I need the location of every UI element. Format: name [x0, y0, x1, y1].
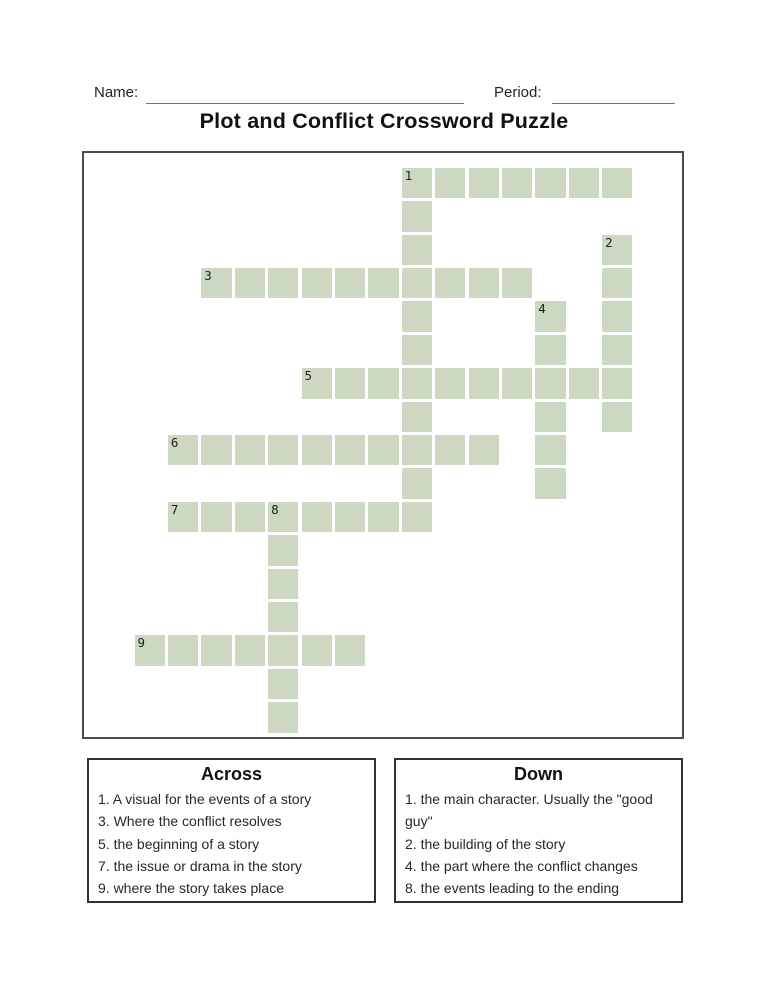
grid-cell[interactable] — [535, 335, 565, 365]
grid-cell[interactable] — [268, 569, 298, 599]
grid-cell[interactable] — [335, 435, 365, 465]
cell-number: 5 — [304, 368, 313, 384]
cell-number: 3 — [204, 268, 212, 283]
grid-cell[interactable] — [201, 502, 231, 532]
grid-cell[interactable] — [201, 435, 231, 465]
grid-cell[interactable] — [268, 669, 298, 699]
grid-cell[interactable] — [268, 268, 298, 298]
grid-cell[interactable] — [268, 435, 298, 465]
grid-cell[interactable] — [201, 268, 231, 298]
grid-cell[interactable] — [435, 368, 465, 398]
grid-cell[interactable] — [402, 235, 432, 265]
cell-number: 7 — [170, 501, 179, 517]
grid-cell[interactable] — [602, 368, 632, 398]
grid-cell[interactable] — [502, 168, 532, 198]
cell-number: 4 — [538, 301, 546, 317]
clue-item: 1. the main character. Usually the "good guy" — [405, 791, 653, 830]
grid-cell[interactable] — [302, 635, 332, 665]
grid-cell[interactable] — [368, 268, 398, 298]
clue-item: 8. the events leading to the ending — [405, 880, 620, 897]
grid-cell[interactable] — [602, 235, 632, 265]
grid-cell[interactable] — [402, 201, 432, 231]
page-title: Plot and Conflict Crossword Puzzle — [199, 109, 569, 133]
cell-number: 1 — [404, 167, 413, 183]
grid-cell[interactable] — [201, 635, 231, 665]
grid-cell[interactable] — [535, 168, 565, 198]
cell-number: 2 — [605, 234, 613, 250]
across-clue-box — [87, 758, 376, 903]
grid-cell[interactable] — [602, 301, 632, 331]
grid-cell[interactable] — [502, 268, 532, 298]
grid-cell[interactable] — [268, 635, 298, 665]
crossword-grid — [82, 151, 684, 739]
grid-cell[interactable] — [602, 335, 632, 365]
grid-cell[interactable] — [335, 268, 365, 298]
period-field-line[interactable] — [552, 85, 675, 104]
grid-cell[interactable] — [535, 468, 565, 498]
grid-cell[interactable] — [168, 502, 198, 532]
grid-cell[interactable] — [302, 502, 332, 532]
grid-cell[interactable] — [469, 368, 499, 398]
grid-cell[interactable] — [569, 368, 599, 398]
grid-cell[interactable] — [402, 268, 432, 298]
grid-cell[interactable] — [335, 635, 365, 665]
grid-cell[interactable] — [469, 435, 499, 465]
grid-cell[interactable] — [268, 535, 298, 565]
clue-item: 7. the issue or drama in the story — [98, 857, 302, 874]
grid-cell[interactable] — [368, 435, 398, 465]
grid-cell[interactable] — [268, 702, 298, 732]
grid-cell[interactable] — [402, 368, 432, 398]
grid-cell[interactable] — [435, 268, 465, 298]
grid-cell[interactable] — [302, 268, 332, 298]
grid-cell[interactable] — [469, 268, 499, 298]
cell-number: 8 — [271, 501, 279, 517]
name-label: Name: — [94, 84, 139, 101]
clue-item: 3. Where the conflict resolves — [98, 813, 282, 830]
grid-cell[interactable] — [402, 502, 432, 532]
cell-number: 6 — [170, 435, 179, 450]
grid-cell[interactable] — [402, 301, 432, 331]
grid-cell[interactable] — [268, 502, 298, 532]
grid-cell[interactable] — [268, 602, 298, 632]
down-title: Down — [514, 764, 563, 784]
grid-cell[interactable] — [168, 435, 198, 465]
grid-cell[interactable] — [469, 168, 499, 198]
across-clue-list — [89, 787, 374, 899]
grid-cell[interactable] — [402, 402, 432, 432]
grid-cell[interactable] — [569, 168, 599, 198]
clue-item: 9. where the story takes place — [98, 880, 284, 897]
grid-cell[interactable] — [502, 368, 532, 398]
grid-cell[interactable] — [602, 168, 632, 198]
grid-cell[interactable] — [435, 435, 465, 465]
grid-cell[interactable] — [235, 268, 265, 298]
grid-cell[interactable] — [235, 502, 265, 532]
clue-item: 4. the part where the conflict changes — [405, 857, 638, 874]
period-label: Period: — [494, 84, 542, 101]
down-clue-list — [396, 787, 681, 899]
name-field-line[interactable] — [146, 85, 464, 104]
down-clue-box — [394, 758, 683, 903]
grid-cell[interactable] — [368, 368, 398, 398]
clue-item: 5. the beginning of a story — [98, 835, 260, 852]
grid-cell[interactable] — [402, 468, 432, 498]
grid-cell[interactable] — [402, 435, 432, 465]
cell-number: 9 — [137, 635, 146, 651]
clue-item: 2. the building of the story — [405, 835, 566, 852]
grid-cell[interactable] — [302, 435, 332, 465]
grid-cell[interactable] — [535, 402, 565, 432]
grid-cell[interactable] — [235, 435, 265, 465]
grid-cell[interactable] — [335, 368, 365, 398]
grid-cell[interactable] — [535, 301, 565, 331]
grid-cell[interactable] — [535, 435, 565, 465]
clue-item: 1. A visual for the events of a story — [98, 791, 312, 807]
grid-cell[interactable] — [335, 502, 365, 532]
grid-cell[interactable] — [602, 402, 632, 432]
grid-cell[interactable] — [535, 368, 565, 398]
grid-cell[interactable] — [435, 168, 465, 198]
grid-cell[interactable] — [602, 268, 632, 298]
grid-cell[interactable] — [135, 635, 165, 665]
grid-cell[interactable] — [302, 368, 332, 398]
grid-cell[interactable] — [402, 335, 432, 365]
grid-cell[interactable] — [368, 502, 398, 532]
grid-cell[interactable] — [235, 635, 265, 665]
grid-cell[interactable] — [402, 168, 432, 198]
grid-cell[interactable] — [168, 635, 198, 665]
across-title: Across — [200, 764, 263, 784]
